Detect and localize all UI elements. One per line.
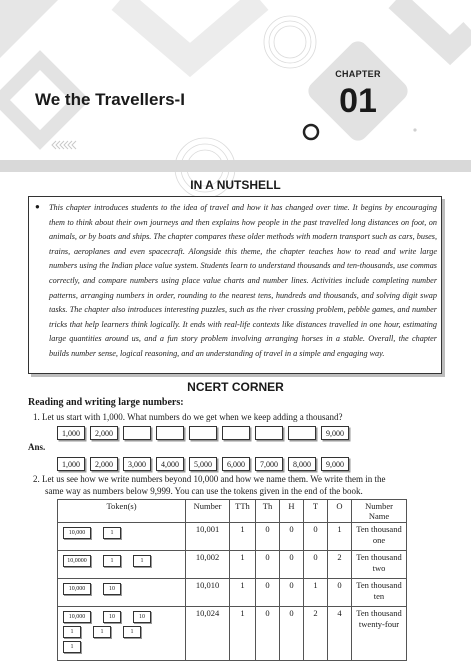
number-box: 1,000 [57, 426, 85, 440]
number-name-cell: Ten thousand twenty-four [352, 607, 407, 661]
token: 1 [123, 626, 141, 638]
token: 1 [103, 527, 121, 539]
answer-box: 1,000 [57, 457, 85, 471]
answer-box: 7,000 [255, 457, 283, 471]
token-cell [58, 579, 186, 607]
digit-cell: 1 [230, 579, 256, 607]
number-box: 2,000 [90, 426, 118, 440]
decor-arcs-top [264, 16, 316, 68]
number-box [288, 426, 316, 440]
answer-boxes [57, 457, 354, 471]
digit-cell: 2 [328, 551, 352, 579]
number-name-cell: Ten thousand two [352, 551, 407, 579]
answer-box: 5,000 [189, 457, 217, 471]
summary-box [28, 196, 442, 374]
header-decoration [0, 0, 471, 172]
decor-triangle-top-left [0, 0, 58, 58]
column-header: Number [186, 500, 230, 523]
digit-cell: 0 [280, 579, 304, 607]
digit-cell: 0 [328, 579, 352, 607]
number-cell: 10,001 [186, 523, 230, 551]
digit-cell: 0 [256, 551, 280, 579]
answer-box: 4,000 [156, 457, 184, 471]
answer-box: 6,000 [222, 457, 250, 471]
question-1: 1. Let us start with 1,000. What numbers do we get when we keep adding a thousand? [33, 412, 343, 422]
digit-cell: 1 [328, 523, 352, 551]
digit-cell: 0 [304, 551, 328, 579]
token-cell [58, 551, 186, 579]
digit-cell: 0 [280, 551, 304, 579]
digit-cell: 0 [256, 579, 280, 607]
digit-cell: 0 [256, 523, 280, 551]
token: 10 [103, 611, 121, 623]
summary-text: This chapter introduces students to the idea of travel and how it has changed over time. It begins by encouraging them to think about their own journeys and then explains how people in the past travelled long distances on foot, on animals, or by boats and ships. The chapter compares these older methods with modern transport such as cars, buses, trains, aeroplanes and even spacecraft. Alongside this theme, the chapter teaches how to read and write large numbers using the Indian place value system. Students learn to understand thousands and ten-thousands, use commas correctly, and compare numbers using place value charts and number lines. Activities include completing number patterns, arranging numbers in order, rounding to the nearest tens, hundreds and thousands, and solving digit swap tasks. The chapter also introduces interesting puzzles, such as the river crossing problem, pebble games, and number tricks that help learners think logically. It ends with real-life contexts like distances travelled in one hour, estimating large quantities around us, and a fun story problem involving arranging horses in a stable. Overall, the chapter builds number sense, logical reasoning, and an understanding of travel in a simple and engaging way. [49, 203, 437, 358]
header-band [0, 160, 471, 172]
chapter-title: We the Travellers-I [35, 90, 185, 109]
digit-cell: 4 [328, 607, 352, 661]
decor-ring [304, 125, 318, 139]
number-box [255, 426, 283, 440]
chapter-header [0, 0, 471, 172]
number-box [156, 426, 184, 440]
answer-label: Ans. [28, 442, 46, 452]
token-cell [58, 523, 186, 551]
table-row [58, 607, 407, 661]
digit-cell: 0 [280, 523, 304, 551]
table-row [58, 551, 407, 579]
question-2-line-1: 2. Let us see how we write numbers beyond 10,000 and how we name them. We write them in the [33, 474, 386, 484]
number-box [123, 426, 151, 440]
number-name-cell: Ten thousand one [352, 523, 407, 551]
token: 1 [103, 555, 121, 567]
decor-chevron-top [120, 0, 260, 60]
digit-cell: 2 [304, 607, 328, 661]
question-1-boxes [57, 426, 354, 440]
bullet-icon: ● [35, 202, 40, 211]
token: 10,000 [63, 611, 91, 623]
column-header: Th [256, 500, 280, 523]
token: 1 [93, 626, 111, 638]
nutshell-heading: IN A NUTSHELL [190, 178, 281, 192]
question-2-line-2: same way as numbers below 9,999. You can use the tokens given in the end of the book. [45, 486, 363, 496]
digit-cell: 1 [230, 523, 256, 551]
chapter-label: CHAPTER [335, 69, 381, 79]
column-header: H [280, 500, 304, 523]
place-value-table [57, 499, 407, 661]
token: 10,000 [63, 583, 91, 595]
table-header-row [58, 500, 407, 523]
number-box [222, 426, 250, 440]
token: 1 [63, 641, 81, 653]
number-box [189, 426, 217, 440]
column-header: Token(s) [58, 500, 186, 523]
chapter-number: 01 [339, 82, 377, 120]
table-row [58, 523, 407, 551]
number-cell: 10,002 [186, 551, 230, 579]
token: 10 [103, 583, 121, 595]
digit-cell: 1 [230, 551, 256, 579]
decor-arrows [52, 141, 76, 149]
column-header: TTh [230, 500, 256, 523]
digit-cell: 1 [230, 607, 256, 661]
number-name-cell: Ten thousand ten [352, 579, 407, 607]
token: 10,000 [63, 527, 91, 539]
token-cell [58, 607, 186, 661]
column-header: T [304, 500, 328, 523]
digit-cell: 1 [304, 579, 328, 607]
answer-box: 9,000 [321, 457, 349, 471]
token: 1 [133, 555, 151, 567]
token: 10,0000 [63, 555, 91, 567]
column-header: O [328, 500, 352, 523]
table-row [58, 579, 407, 607]
token: 1 [63, 626, 81, 638]
digit-cell: 0 [280, 607, 304, 661]
ncert-heading: NCERT CORNER [187, 380, 284, 394]
decor-dot [413, 128, 416, 131]
column-header: Number Name [352, 500, 407, 523]
number-cell: 10,010 [186, 579, 230, 607]
number-cell: 10,024 [186, 607, 230, 661]
number-box: 9,000 [321, 426, 349, 440]
digit-cell: 0 [256, 607, 280, 661]
digit-cell: 0 [304, 523, 328, 551]
reading-subheading: Reading and writing large numbers: [28, 397, 184, 408]
answer-box: 2,000 [90, 457, 118, 471]
answer-box: 3,000 [123, 457, 151, 471]
decor-chevron-right [396, 0, 471, 50]
answer-box: 8,000 [288, 457, 316, 471]
token: 10 [133, 611, 151, 623]
